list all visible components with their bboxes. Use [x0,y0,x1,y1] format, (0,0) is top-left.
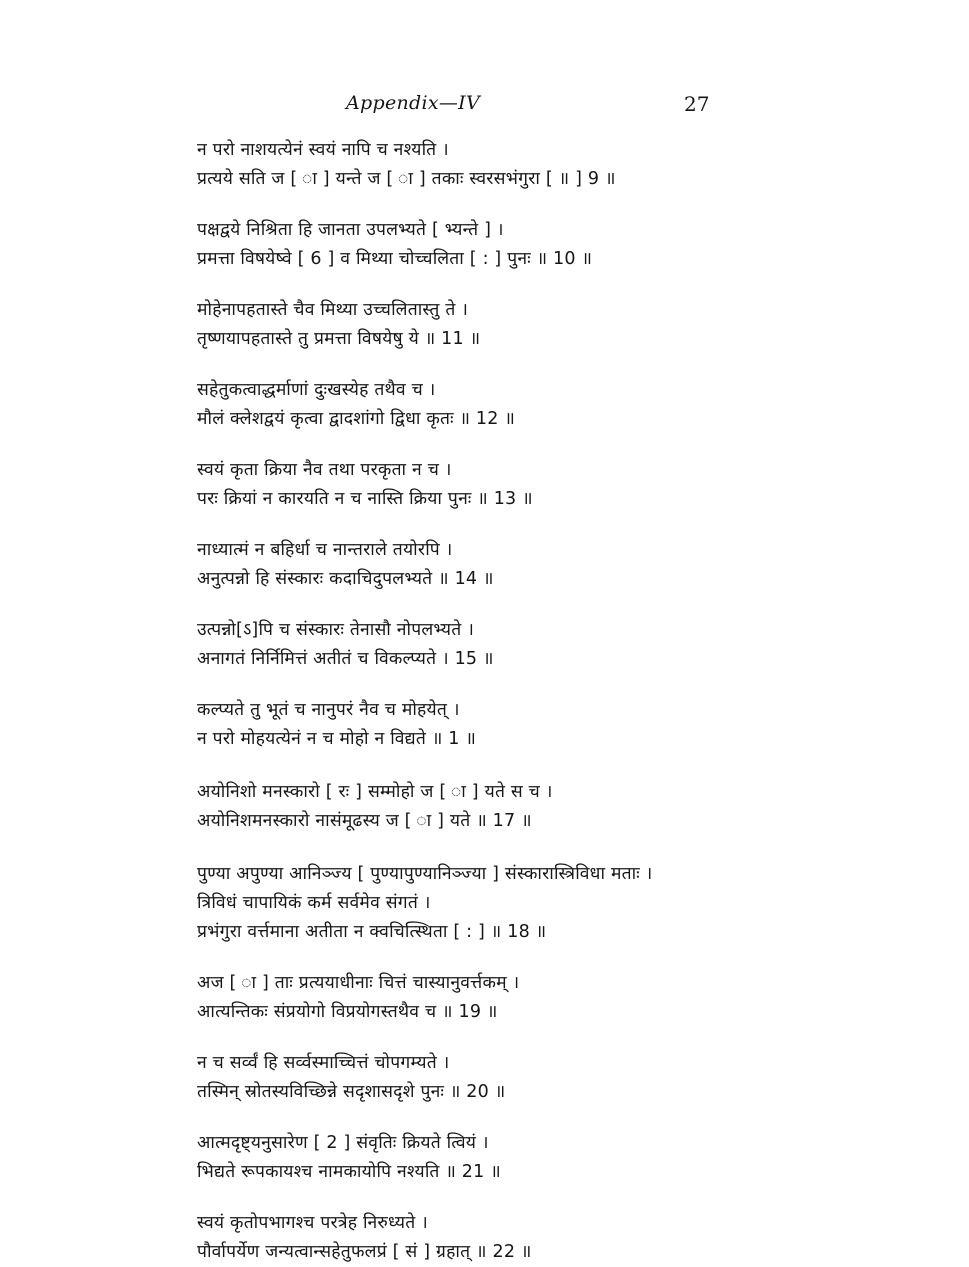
verse-line: उत्पन्नो[ऽ]पि च संस्कारः तेनासौ नोपलभ्यते । [197,620,475,640]
verse-line: परः क्रियां न कारयति न च नास्ति क्रिया पुनः ॥ 13 ॥ [197,489,533,509]
verse-line: अज [ ा ] ताः प्रत्ययाधीनाः चित्तं चास्यानुवर्त्तकम् । [197,973,520,993]
verse-15 [197,616,757,674]
verse-line: स्वयं कृतोपभागश्च परत्रेह निरुध्यते । [197,1213,428,1233]
verse-line: न परो नाशयत्येनं स्वयं नापि च नश्यति । [197,140,449,160]
verse-12 [197,376,757,434]
verse-13 [197,456,757,514]
verse-line: आत्यन्तिकः संप्रयोगो विप्रयोगस्तथैव च ॥ 19 ॥ [197,1002,498,1022]
verse-20 [197,1049,757,1107]
running-header: Appendix—IV [346,92,481,114]
verse-line: मोहेनापहतास्ते चैव मिथ्या उच्चलितास्तु ते । [197,300,469,320]
verse-line: कल्प्यते तु भूतं च नानुपरं नैव च मोहयेत् । [197,700,460,720]
verse-line: तृष्णयापहतास्ते तु प्रमत्ता विषयेषु ये ॥ 11 ॥ [197,329,481,349]
verse-22 [197,1209,757,1267]
verse-11 [197,296,757,354]
verse-line: त्रिविधं चापायिकं कर्म सर्वमेव संगतं । [197,893,431,913]
verse-line: नाध्यात्मं न बहिर्धा च नान्तराले तयोरपि । [197,540,453,560]
verse-line: आत्मदृष्ट्यनुसारेण [ 2 ] संवृतिः क्रियते त्वियं । [197,1133,489,1153]
verse-line: प्रभंगुरा वर्त्तमाना अतीता न क्वचित्स्थिता [ : ] ॥ 18 ॥ [197,922,547,942]
verse-line: तस्मिन् स्रोतस्यविच्छिन्ने सदृशासदृशे पुनः ॥ 20 ॥ [197,1082,506,1102]
verse-14 [197,536,757,594]
verse-line: पुण्या अपुण्या आनिञ्ज्य [ पुण्यापुण्यानिञ्ज्या ] संस्कारास्त्रिविधा मताः । [197,864,653,884]
verse-line: अनुत्पन्नो हि संस्कारः कदाचिदुपलभ्यते ॥ 14 ॥ [197,569,494,589]
verse-line: पौर्वापर्येण जन्यत्वान्सहेतुफलप्रं [ सं ] ग्रहात् ॥ 22 ॥ [197,1242,532,1262]
verse-line: पक्षद्वये निश्रिता हि जानता उपलभ्यते [ भ्यन्ते ] । [197,220,504,240]
verse-line: अयोनिशमनस्कारो नासंमूढस्य ज [ ा ] यते ॥ 17 ॥ [197,811,532,831]
verse-line: अयोनिशो मनस्कारो [ रः ] सम्मोहो ज [ ा ] यते स च । [197,782,553,802]
verse-line: मौलं क्लेशद्वयं कृत्वा द्वादशांगो द्विधा कृतः ॥ 12 ॥ [197,409,515,429]
verse-21 [197,1129,757,1187]
verse-line: अनागतं निर्निमित्तं अतीतं च विकल्प्यते । 15 ॥ [197,649,494,669]
verse-line: भिद्यते रूपकायश्च नामकायोपि नश्यति ॥ 21 ॥ [197,1162,501,1182]
verse-line: सहेतुकत्वाद्धर्माणां दुःखस्येह तथैव च । [197,380,436,400]
verse-10 [197,216,757,274]
verse-line: न च सर्व्वं हि सर्व्वस्माच्चित्तं चोपगम्यते । [197,1053,450,1073]
verse-line: स्वयं कृता क्रिया नैव तथा परकृता न च । [197,460,452,480]
verse-line: न परो मोहयत्येनं न च मोहो न विद्यते ॥ 1 ॥ [197,729,477,749]
verse-9 [197,136,757,194]
verse-17 [197,778,757,836]
verse-text-block [197,136,757,1267]
verse-16 [197,696,757,754]
verse-line: प्रत्यये सति ज [ ा ] यन्ते ज [ ा ] तकाः स्वरसभंगुरा [ ॥ ] 9 ॥ [197,169,616,189]
verse-line: प्रमत्ता विषयेष्वे [ 6 ] व मिथ्या चोच्चलिता [ : ] पुनः ॥ 10 ॥ [197,249,593,269]
page-number: 27 [684,92,710,116]
verse-18 [197,860,757,947]
verse-19 [197,969,757,1027]
